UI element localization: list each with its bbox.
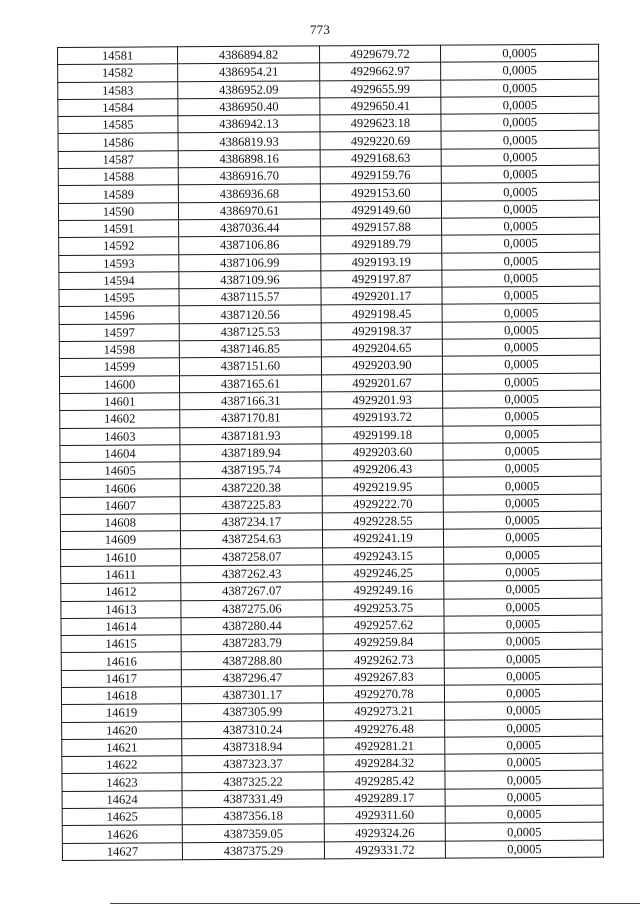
y-coordinate-cell: 4929284.32 [324,754,445,772]
y-coordinate-cell: 4929324.26 [324,824,445,842]
y-coordinate-cell: 4929203.90 [321,356,442,374]
x-coordinate-cell: 4386894.82 [178,46,320,64]
x-coordinate-cell: 4387267.07 [181,582,323,600]
y-coordinate-cell: 4929246.25 [323,564,444,582]
error-value-cell: 0,0005 [444,684,602,702]
y-coordinate-cell: 4929249.16 [323,581,444,599]
y-coordinate-cell: 4929197.87 [321,270,442,288]
x-coordinate-cell: 4387165.61 [180,375,322,393]
x-coordinate-cell: 4387323.37 [182,755,324,773]
y-coordinate-cell: 4929201.17 [321,287,442,305]
point-number-cell: 14613 [61,600,181,618]
point-number-cell: 14588 [58,168,178,186]
x-coordinate-cell: 4387288.80 [181,651,323,669]
point-number-cell: 14607 [60,496,180,514]
page-number: 773 [309,22,331,37]
error-value-cell: 0,0005 [443,442,601,460]
x-coordinate-cell: 4387225.83 [180,496,322,514]
point-number-cell: 14600 [60,375,180,393]
error-value-cell: 0,0005 [445,805,603,823]
error-value-cell: 0,0005 [443,407,601,425]
point-number-cell: 14615 [61,635,181,653]
y-coordinate-cell: 4929189.79 [321,235,442,253]
point-number-cell: 14597 [59,324,179,342]
point-number-cell: 14594 [59,272,179,290]
error-value-cell: 0,0005 [445,753,603,771]
point-number-cell: 14625 [62,808,182,826]
point-number-cell: 14611 [61,566,181,584]
error-value-cell: 0,0005 [443,373,601,391]
error-value-cell: 0,0005 [441,96,599,114]
y-coordinate-cell: 4929222.70 [322,495,443,513]
y-coordinate-cell: 4929311.60 [324,806,445,824]
error-value-cell: 0,0005 [443,528,601,546]
error-value-cell: 0,0005 [444,563,602,581]
y-coordinate-cell: 4929262.73 [323,651,444,669]
x-coordinate-cell: 4387151.60 [179,357,321,375]
error-value-cell: 0,0005 [444,650,602,668]
y-coordinate-cell: 4929331.72 [324,841,445,859]
error-value-cell: 0,0005 [443,425,601,443]
x-coordinate-cell: 4386916.70 [178,167,320,185]
error-value-cell: 0,0005 [445,788,603,806]
x-coordinate-cell: 4386954.21 [178,63,320,81]
coordinates-table [57,44,604,861]
error-value-cell: 0,0005 [442,286,600,304]
y-coordinate-cell: 4929253.75 [323,599,444,617]
point-number-cell: 14624 [62,791,182,809]
x-coordinate-cell: 4387234.17 [180,513,322,531]
point-number-cell: 14627 [62,842,182,860]
x-coordinate-cell: 4387115.57 [179,288,321,306]
y-coordinate-cell: 4929159.76 [320,166,441,184]
y-coordinate-cell: 4929241.19 [322,529,443,547]
error-value-cell: 0,0005 [441,113,599,131]
error-value-cell: 0,0005 [442,304,600,322]
x-coordinate-cell: 4387106.99 [179,253,321,271]
x-coordinate-cell: 4387036.44 [179,219,321,237]
point-number-cell: 14604 [60,445,180,463]
y-coordinate-cell: 4929257.62 [323,616,444,634]
error-value-cell: 0,0005 [443,459,601,477]
y-coordinate-cell: 4929267.83 [323,668,444,686]
x-coordinate-cell: 4387325.22 [182,772,324,790]
x-coordinate-cell: 4386942.13 [178,115,320,133]
x-coordinate-cell: 4387181.93 [180,426,322,444]
x-coordinate-cell: 4386950.40 [178,98,320,116]
y-coordinate-cell: 4929259.84 [323,633,444,651]
table-row [62,840,603,861]
point-number-cell: 14605 [60,462,180,480]
point-number-cell: 14591 [59,220,179,238]
point-number-cell: 14587 [58,151,178,169]
x-coordinate-cell: 4387195.74 [180,461,322,479]
x-coordinate-cell: 4387254.63 [180,530,322,548]
y-coordinate-cell: 4929193.19 [321,253,442,271]
error-value-cell: 0,0005 [444,667,602,685]
error-value-cell: 0,0005 [444,546,602,564]
y-coordinate-cell: 4929153.60 [320,184,441,202]
y-coordinate-cell: 4929206.43 [322,460,443,478]
error-value-cell: 0,0005 [441,183,599,201]
x-coordinate-cell: 4387301.17 [181,686,323,704]
y-coordinate-cell: 4929285.42 [324,772,445,790]
error-value-cell: 0,0005 [441,79,599,97]
x-coordinate-cell: 4387166.31 [180,392,322,410]
point-number-cell: 14614 [61,618,181,636]
y-coordinate-cell: 4929289.17 [324,789,445,807]
error-value-cell: 0,0005 [441,131,599,149]
x-coordinate-cell: 4386936.68 [178,184,320,202]
x-coordinate-cell: 4387146.85 [179,340,321,358]
error-value-cell: 0,0005 [443,494,601,512]
point-number-cell: 14602 [60,410,180,428]
point-number-cell: 14598 [59,341,179,359]
y-coordinate-cell: 4929199.18 [322,426,443,444]
x-coordinate-cell: 4386819.93 [178,132,320,150]
y-coordinate-cell: 4929204.65 [321,339,442,357]
y-coordinate-cell: 4929662.97 [320,62,441,80]
x-coordinate-cell: 4387109.96 [179,271,321,289]
error-value-cell: 0,0005 [442,356,600,374]
point-number-cell: 14581 [58,47,178,65]
x-coordinate-cell: 4387305.99 [182,703,324,721]
error-value-cell: 0,0005 [442,252,600,270]
point-number-cell: 14585 [58,116,178,134]
point-number-cell: 14623 [62,773,182,791]
x-coordinate-cell: 4387331.49 [182,790,324,808]
y-coordinate-cell: 4929273.21 [324,702,445,720]
error-value-cell: 0,0005 [444,615,602,633]
error-value-cell: 0,0005 [443,390,601,408]
error-value-cell: 0,0005 [441,200,599,218]
error-value-cell: 0,0005 [442,234,600,252]
error-value-cell: 0,0005 [441,61,599,79]
x-coordinate-cell: 4387189.94 [180,444,322,462]
y-coordinate-cell: 4929168.63 [320,149,441,167]
x-coordinate-cell: 4387258.07 [181,547,323,565]
error-value-cell: 0,0005 [445,736,603,754]
y-coordinate-cell: 4929198.37 [321,322,442,340]
point-number-cell: 14606 [60,479,180,497]
x-coordinate-cell: 4387296.47 [181,669,323,687]
x-coordinate-cell: 4387106.86 [179,236,321,254]
x-coordinate-cell: 4387120.56 [179,305,321,323]
point-number-cell: 14616 [61,652,181,670]
y-coordinate-cell: 4929201.67 [322,374,443,392]
point-number-cell: 14584 [58,99,178,117]
error-value-cell: 0,0005 [442,321,600,339]
error-value-cell: 0,0005 [444,580,602,598]
error-value-cell: 0,0005 [445,840,603,858]
x-coordinate-cell: 4387375.29 [182,842,324,860]
x-coordinate-cell: 4386970.61 [178,202,320,220]
error-value-cell: 0,0005 [440,44,598,62]
error-value-cell: 0,0005 [445,771,603,789]
point-number-cell: 14593 [59,254,179,272]
y-coordinate-cell: 4929201.93 [322,391,443,409]
point-number-cell: 14617 [61,669,181,687]
y-coordinate-cell: 4929243.15 [323,547,444,565]
point-number-cell: 14583 [58,81,178,99]
x-coordinate-cell: 4387125.53 [179,323,321,341]
error-value-cell: 0,0005 [443,477,601,495]
point-number-cell: 14621 [62,739,182,757]
y-coordinate-cell: 4929281.21 [324,737,445,755]
point-number-cell: 14582 [58,64,178,82]
error-value-cell: 0,0005 [445,719,603,737]
error-value-cell: 0,0005 [444,632,602,650]
y-coordinate-cell: 4929220.69 [320,132,441,150]
x-coordinate-cell: 4387220.38 [180,478,322,496]
y-coordinate-cell: 4929203.60 [322,443,443,461]
y-coordinate-cell: 4929193.72 [322,408,443,426]
x-coordinate-cell: 4387356.18 [182,807,324,825]
y-coordinate-cell: 4929157.88 [321,218,442,236]
y-coordinate-cell: 4929149.60 [320,201,441,219]
point-number-cell: 14626 [62,825,182,843]
error-value-cell: 0,0005 [442,217,600,235]
point-number-cell: 14595 [59,289,179,307]
error-value-cell: 0,0005 [441,148,599,166]
x-coordinate-cell: 4387318.94 [182,738,324,756]
point-number-cell: 14603 [60,427,180,445]
point-number-cell: 14612 [61,583,181,601]
x-coordinate-cell: 4387262.43 [181,565,323,583]
point-number-cell: 14609 [60,531,180,549]
error-value-cell: 0,0005 [442,338,600,356]
y-coordinate-cell: 4929198.45 [321,305,442,323]
point-number-cell: 14586 [58,133,178,151]
point-number-cell: 14589 [58,185,178,203]
error-value-cell: 0,0005 [445,701,603,719]
x-coordinate-cell: 4386952.09 [178,80,320,98]
point-number-cell: 14620 [62,721,182,739]
y-coordinate-cell: 4929655.99 [320,80,441,98]
point-number-cell: 14596 [59,306,179,324]
y-coordinate-cell: 4929623.18 [320,114,441,132]
point-number-cell: 14618 [61,687,181,705]
error-value-cell: 0,0005 [445,823,603,841]
x-coordinate-cell: 4387280.44 [181,617,323,635]
x-coordinate-cell: 4387283.79 [181,634,323,652]
point-number-cell: 14592 [59,237,179,255]
page-bottom-rule [110,903,640,904]
error-value-cell: 0,0005 [443,511,601,529]
point-number-cell: 14601 [60,393,180,411]
x-coordinate-cell: 4387310.24 [182,720,324,738]
point-number-cell: 14619 [62,704,182,722]
point-number-cell: 14599 [59,358,179,376]
point-number-cell: 14622 [62,756,182,774]
point-number-cell: 14608 [60,514,180,532]
y-coordinate-cell: 4929679.72 [319,45,440,63]
y-coordinate-cell: 4929276.48 [324,720,445,738]
y-coordinate-cell: 4929270.78 [323,685,444,703]
y-coordinate-cell: 4929650.41 [320,97,441,115]
y-coordinate-cell: 4929228.55 [322,512,443,530]
point-number-cell: 14590 [58,202,178,220]
x-coordinate-cell: 4387275.06 [181,599,323,617]
point-number-cell: 14610 [61,548,181,566]
x-coordinate-cell: 4387359.05 [182,824,324,842]
y-coordinate-cell: 4929219.95 [322,478,443,496]
x-coordinate-cell: 4387170.81 [180,409,322,427]
error-value-cell: 0,0005 [444,598,602,616]
error-value-cell: 0,0005 [441,165,599,183]
error-value-cell: 0,0005 [442,269,600,287]
coordinates-table-body [58,44,604,860]
x-coordinate-cell: 4386898.16 [178,150,320,168]
